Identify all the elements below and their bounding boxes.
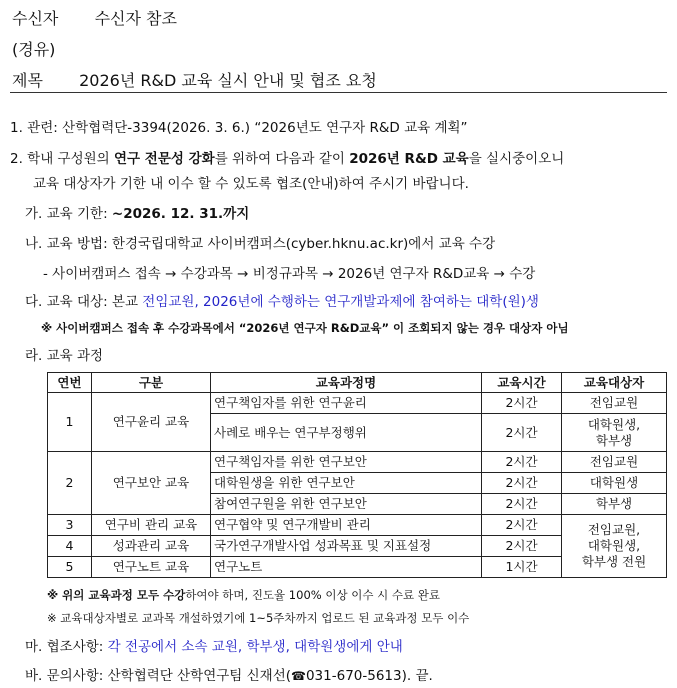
row-no: 1 (48, 393, 92, 452)
row-course: 대학원생을 위한 연구보안 (211, 473, 482, 494)
row-target: 전임교원 (562, 393, 667, 414)
row-hours: 1시간 (482, 557, 562, 578)
item-ga-deadline: ~2026. 12. 31.까지 (111, 206, 250, 222)
row-hours: 2시간 (482, 494, 562, 515)
item-ba-phone: 031-670-5613 (305, 668, 402, 684)
row-no: 4 (48, 536, 92, 557)
col-header-no: 연번 (48, 373, 92, 393)
row-course: 연구협약 및 연구개발비 관리 (211, 515, 482, 536)
row-target: 학부생 (562, 494, 667, 515)
row-target-line: 학부생 (595, 432, 633, 448)
row-hours: 2시간 (482, 452, 562, 473)
item-2-bold-1: 연구 전문성 강화 (114, 151, 215, 167)
row-target: 전임교원 (562, 452, 667, 473)
via-label: (경유) (12, 40, 56, 59)
note-1 (47, 587, 440, 603)
row-course: 참여연구원을 위한 연구보안 (211, 494, 482, 515)
item-ma (25, 635, 403, 655)
subject-label: 제목 (12, 71, 43, 90)
row-category: 성과관리 교육 (92, 536, 211, 557)
item-2-bold-2: 2026년 R&D 교육 (349, 151, 469, 167)
row-target-merged (562, 515, 667, 578)
row-course: 연구책임자를 위한 연구윤리 (211, 393, 482, 414)
subject-value: 2026년 R&D 교육 실시 안내 및 협조 요청 (79, 71, 377, 90)
row-course: 국가연구개발사업 성과목표 및 지표설정 (211, 536, 482, 557)
col-header-course: 교육과정명 (211, 373, 482, 393)
item-ga-label: 가. 교육 기한: (25, 206, 112, 222)
item-ma-text: 각 전공에서 소속 교원, 학부생, 대학원생에게 안내 (107, 639, 403, 655)
row-target (562, 414, 667, 452)
row-category: 연구비 관리 교육 (92, 515, 211, 536)
row-hours: 2시간 (482, 515, 562, 536)
item-da-label: 다. 교육 대상: 본교 (25, 294, 143, 310)
row-category: 연구윤리 교육 (92, 393, 211, 452)
row-target: 대학원생 (562, 473, 667, 494)
row-category: 연구보안 교육 (92, 452, 211, 515)
item-2-text-mid: 를 위하여 다음과 같이 (214, 151, 350, 167)
item-2 (10, 147, 564, 167)
row-target-line: 대학원생, (587, 538, 641, 553)
item-da-note: ※ 사이버캠퍼스 접속 후 수강과목에서 “2026년 연구자 R&D교육” 이 조회되지 않는 경우 대상자 아님 (41, 321, 569, 335)
phone-icon: ☎ (291, 669, 306, 683)
col-header-hours: 교육시간 (482, 373, 562, 393)
item-2-text-post: 을 실시중이오니 (468, 151, 565, 167)
table-row (48, 452, 667, 473)
item-1: 1. 관련: 산학협력단-3394(2026. 3. 6.) “2026년도 연구자 R&D 교육 계획” (10, 120, 468, 136)
header-divider (10, 92, 667, 93)
table-header-row (48, 373, 667, 393)
item-2-text: 2. 학내 구성원의 (10, 151, 114, 167)
item-ma-label: 마. 협조사항: (25, 639, 108, 655)
row-hours: 2시간 (482, 393, 562, 414)
col-header-target: 교육대상자 (562, 373, 667, 393)
recipient-label: 수신자 (12, 9, 59, 28)
item-da (25, 290, 539, 310)
row-target-line: 대학원생, (587, 416, 641, 432)
course-table (47, 372, 667, 578)
note-1-pre: ※ 위의 교육과정 (47, 588, 137, 602)
item-da-target: 전임교원, 2026년에 수행하는 연구개발과제에 참여하는 대학(원)생 (142, 294, 539, 310)
row-hours: 2시간 (482, 473, 562, 494)
recipient-value: 수신자 참조 (94, 9, 177, 28)
item-ba (25, 664, 433, 684)
item-2-line-2: 교육 대상자가 기한 내 이수 할 수 있도록 협조(안내)하여 주시기 바랍니다. (33, 176, 469, 192)
note-1-post: 하여야 하며, 진도율 100% 이상 이수 시 수료 완료 (185, 588, 440, 602)
item-ra: 라. 교육 과정 (25, 348, 104, 364)
subject-row (12, 68, 377, 91)
row-hours: 2시간 (482, 414, 562, 452)
row-target-line: 전임교원, (587, 522, 641, 537)
row-course: 사례로 배우는 연구부정행위 (211, 414, 482, 452)
item-ba-label: 바. 문의사항: 산학협력단 산학연구팀 신재선( (25, 668, 292, 684)
note-1-bold: 모두 수강 (136, 588, 186, 602)
item-na: 나. 교육 방법: 한경국립대학교 사이버캠퍼스(cyber.hknu.ac.kr)에서 교육 수강 (25, 236, 496, 252)
recipient-row (12, 6, 177, 29)
note-2: ※ 교육대상자별로 교과목 개설하였기에 1~5주차까지 업로드 된 교육과정 모두 이수 (47, 611, 470, 625)
item-ga (25, 202, 249, 222)
row-course: 연구책임자를 위한 연구보안 (211, 452, 482, 473)
table-row (48, 393, 667, 414)
row-target-line: 학부생 전원 (581, 554, 647, 569)
item-ba-end: ). 끝. (401, 668, 433, 684)
row-course: 연구노트 (211, 557, 482, 578)
row-no: 5 (48, 557, 92, 578)
row-no: 2 (48, 452, 92, 515)
row-no: 3 (48, 515, 92, 536)
item-na-path: - 사이버캠퍼스 접속 → 수강과목 → 비정규과목 → 2026년 연구자 R&D교육 → 수강 (43, 266, 536, 282)
table-row (48, 515, 667, 536)
col-header-category: 구분 (92, 373, 211, 393)
row-category: 연구노트 교육 (92, 557, 211, 578)
row-hours: 2시간 (482, 536, 562, 557)
